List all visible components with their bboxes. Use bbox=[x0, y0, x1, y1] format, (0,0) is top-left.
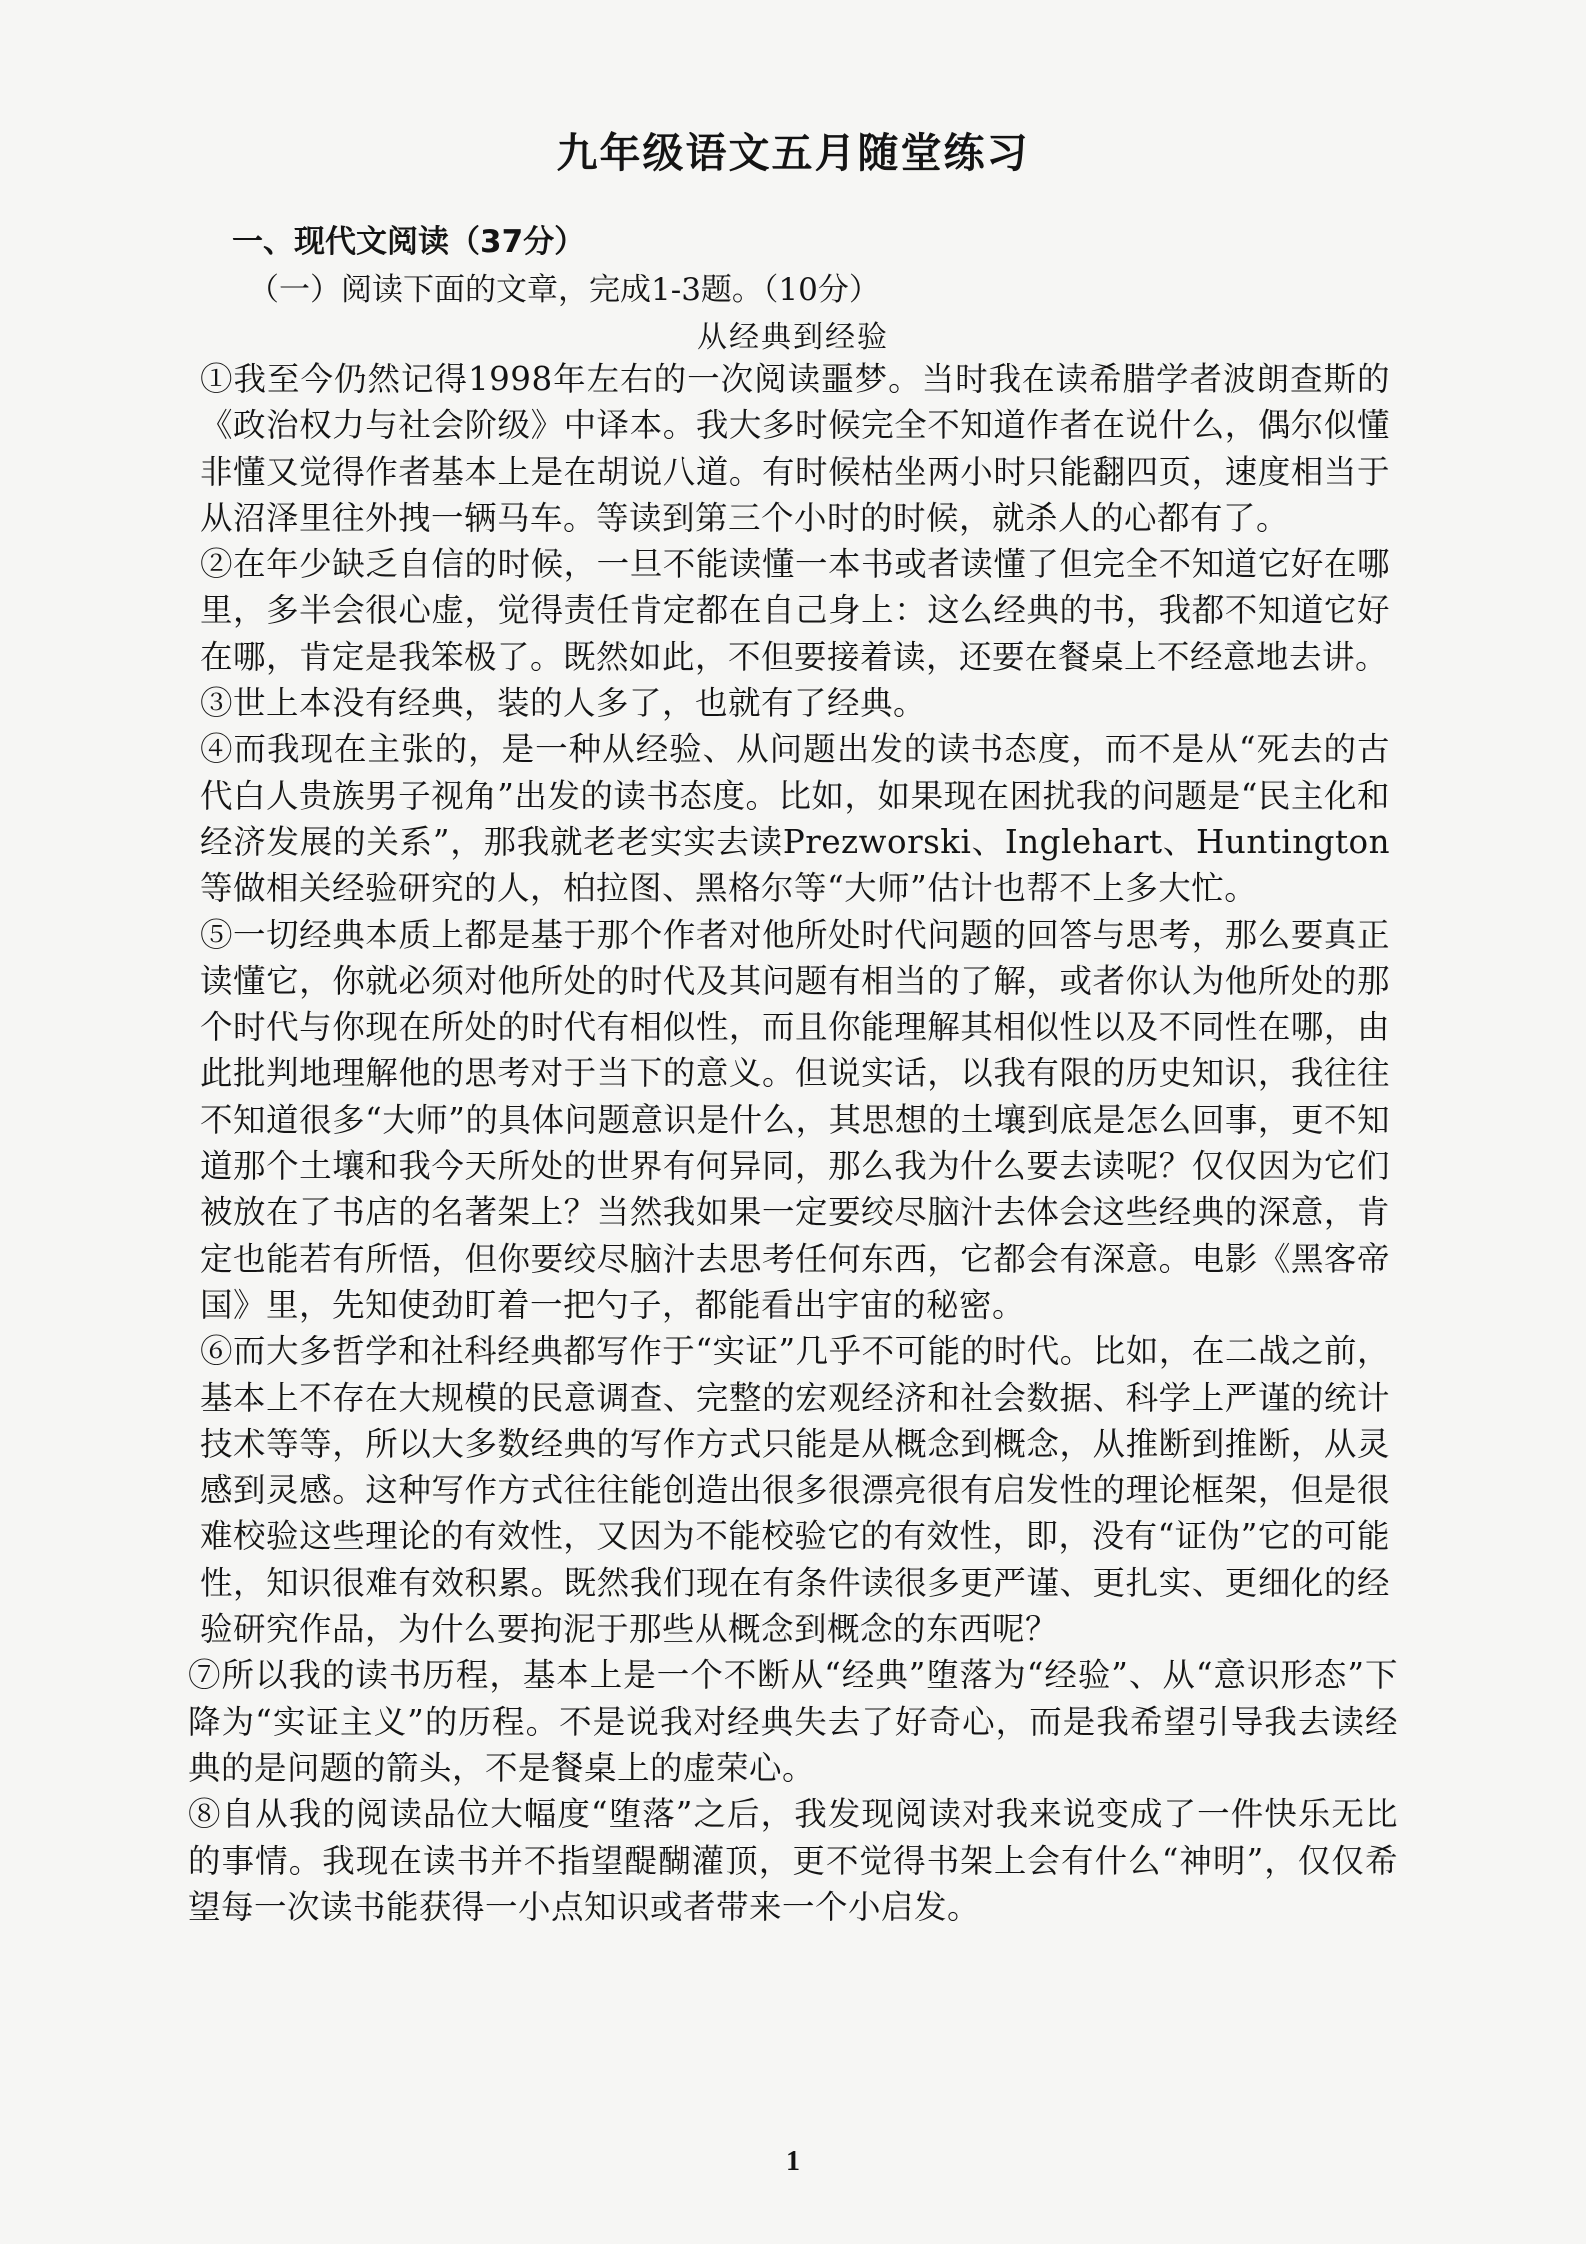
paragraph-1: ①我至今仍然记得1998年左右的一次阅读噩梦。当时我在读希腊学者波朗查斯的《政治权力与社会阶级》中译本。我大多时候完全不知道作者在说什么，偶尔似懂非懂又觉得作者基本上是在胡说八道。有时候枯坐两小时只能翻四页，速度相当于从沼泽里往外拽一辆马车。等读到第三个小时的时候，就杀人的心都有了。 bbox=[200, 360, 1390, 537]
paragraph-7: ⑦所以我的读书历程，基本上是一个不断从“经典”堕落为“经验”、从“意识形态”下降为“实证主义”的历程。不是说我对经典失去了好奇心，而是我希望引导我去读经典的是问题的箭头，不是餐桌上的虚荣心。 bbox=[188, 1656, 1398, 1787]
section-heading: 一、现代文阅读（37分） bbox=[232, 224, 586, 260]
article-title: 从经典到经验 bbox=[697, 320, 889, 355]
paragraph-6: ⑥而大多哲学和社科经典都写作于“实证”几乎不可能的时代。比如，在二战之前，基本上不存在大规模的民意调查、完整的宏观经济和社会数据、科学上严谨的统计技术等等，所以大多数经典的写作方式只能是从概念到概念，从推断到推断，从灵感到灵感。这种写作方式往往能创造出很多很漂亮很有启发性的理论框架，但是很难校验这些理论的有效性，又因为不能校验它的有效性，即，没有“证伪”它的可能性，知识很难有效积累。既然我们现在有条件读很多更严谨、更扎实、更细化的经验研究作品，为什么要拘泥于那些从概念到概念的东西呢？ bbox=[200, 1332, 1390, 1649]
paragraph-4: ④而我现在主张的，是一种从经验、从问题出发的读书态度，而不是从“死去的古代白人贵族男子视角”出发的读书态度。比如，如果现在困扰我的问题是“民主化和经济发展的关系”，那我就老老实实去读Prezworski、Inglehart、Huntington等做相关经验研究的人，柏拉图、黑格尔等“大师”估计也帮不上多大忙。 bbox=[200, 730, 1390, 908]
paragraph-2: ②在年少缺乏自信的时候，一旦不能读懂一本书或者读懂了但完全不知道它好在哪里，多半会很心虚，觉得责任肯定都在自己身上：这么经典的书，我都不知道它好在哪，肯定是我笨极了。既然如此，不但要接着读，还要在餐桌上不经意地去讲。 bbox=[200, 545, 1390, 676]
page-title: 九年级语文五月随堂练习 bbox=[556, 129, 1030, 177]
paragraph-5: ⑤一切经典本质上都是基于那个作者对他所处时代问题的回答与思考，那么要真正读懂它，你就必须对他所处的时代及其问题有相当的了解，或者你认为他所处的那个时代与你现在所处的时代有相似性，而且你能理解其相似性以及不同性在哪，由此批判地理解他的思考对于当下的意义。但说实话，以我有限的历史知识，我往往不知道很多“大师”的具体问题意识是什么，其思想的土壤到底是怎么回事，更不知道那个土壤和我今天所处的世界有何异同，那么我为什么要去读呢？仅仅因为它们被放在了书店的名著架上？当然我如果一定要绞尽脑汁去体会这些经典的深意，肯定也能若有所悟，但你要绞尽脑汁去思考任何东西，它都会有深意。电影《黑客帝国》里，先知使劲盯着一把勺子，都能看出宇宙的秘密。 bbox=[200, 915, 1390, 1324]
question-instruction: （一）阅读下面的文章，完成1-3题。（10分） bbox=[248, 272, 880, 308]
page-number: 1 bbox=[786, 2146, 800, 2177]
article-body bbox=[188, 356, 1398, 1930]
paragraph-8: ⑧自从我的阅读品位大幅度“堕落”之后，我发现阅读对我来说变成了一件快乐无比的事情。我现在读书并不指望醍醐灌顶，更不觉得书架上会有什么“神明”，仅仅希望每一次读书能获得一小点知识或者带来一个小启发。 bbox=[188, 1795, 1398, 1926]
paragraph-3: ③世上本没有经典，装的人多了，也就有了经典。 bbox=[200, 684, 927, 723]
